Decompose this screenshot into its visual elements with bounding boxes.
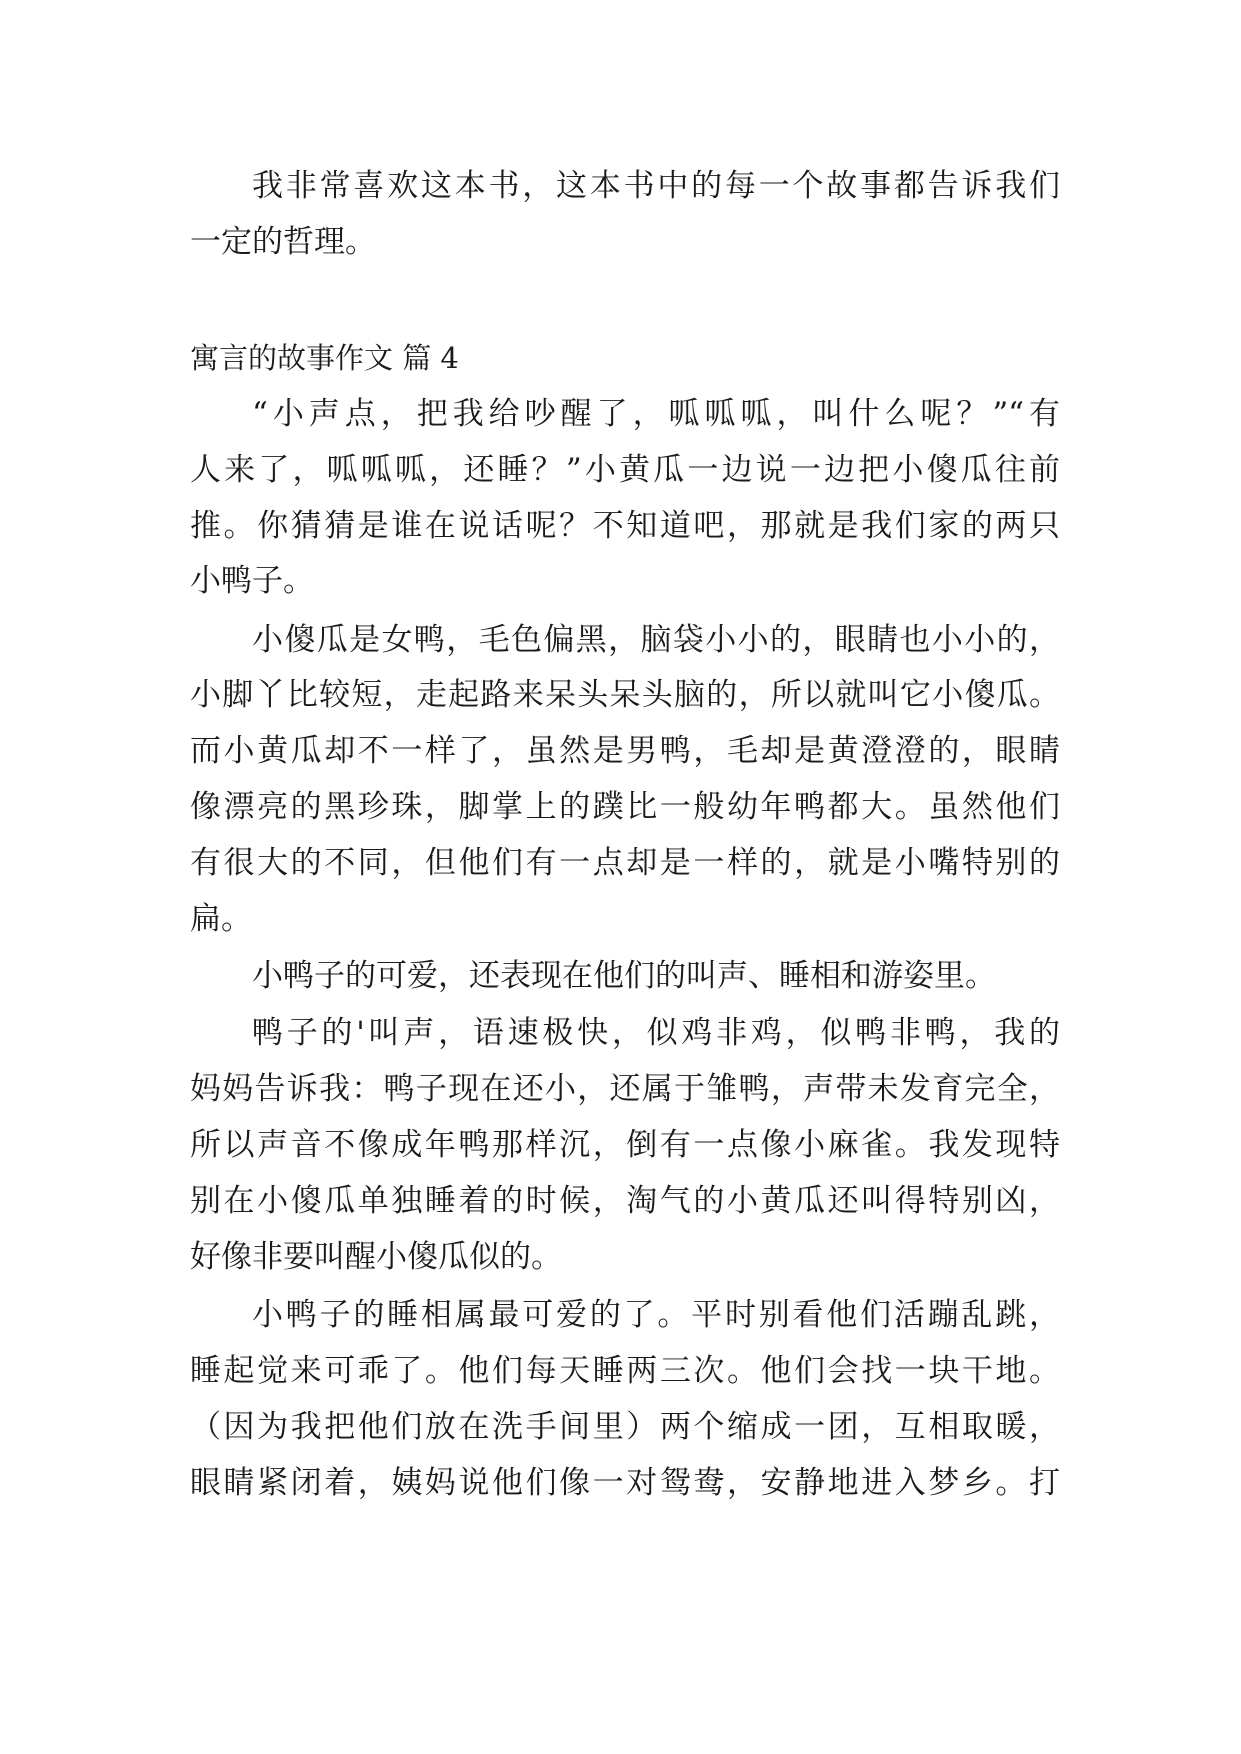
paragraph-5-line-1: 鸭子的'叫声，语速极快，似鸡非鸡，似鸭非鸭，我的 (252, 1015, 1060, 1051)
paragraph-2-line-4: 小鸭子。 (190, 563, 314, 599)
paragraph-2-line-1: “小声点，把我给吵醒了，呱呱呱，叫什么呢？”“有 (252, 396, 1060, 432)
paragraph-1-line-1: 我非常喜欢这本书，这本书中的每一个故事都告诉我们 (252, 168, 1060, 204)
paragraph-3-line-2: 小脚丫比较短，走起路来呆头呆头脑的，所以就叫它小傻瓜。 (190, 677, 1060, 713)
paragraph-5-line-4: 别在小傻瓜单独睡着的时候，淘气的小黄瓜还叫得特别凶， (190, 1183, 1060, 1219)
paragraph-6-line-3: （因为我把他们放在洗手间里）两个缩成一团，互相取暖， (190, 1409, 1060, 1445)
paragraph-5-line-5: 好像非要叫醒小傻瓜似的。 (190, 1239, 562, 1275)
section-heading: 寓言的故事作文 篇 4 (190, 341, 459, 375)
paragraph-1-line-2: 一定的哲理。 (190, 224, 376, 260)
paragraph-4-line-1: 小鸭子的可爱，还表现在他们的叫声、睡相和游姿里。 (252, 958, 996, 994)
paragraph-3-line-5: 有很大的不同，但他们有一点却是一样的，就是小嘴特别的 (190, 845, 1060, 881)
paragraph-3-line-3: 而小黄瓜却不一样了，虽然是男鸭，毛却是黄澄澄的，眼睛 (190, 733, 1060, 769)
paragraph-5-line-3: 所以声音不像成年鸭那样沉，倒有一点像小麻雀。我发现特 (190, 1127, 1060, 1163)
paragraph-6-line-2: 睡起觉来可乖了。他们每天睡两三次。他们会找一块干地。 (190, 1353, 1060, 1389)
paragraph-3-line-4: 像漂亮的黑珍珠，脚掌上的蹼比一般幼年鸭都大。虽然他们 (190, 789, 1060, 825)
paragraph-3-line-1: 小傻瓜是女鸭，毛色偏黑，脑袋小小的，眼睛也小小的， (252, 622, 1060, 658)
paragraph-6-line-4: 眼睛紧闭着，姨妈说他们像一对鸳鸯，安静地进入梦乡。打 (190, 1465, 1060, 1501)
paragraph-3-line-6: 扁。 (190, 901, 252, 937)
paragraph-6-line-1: 小鸭子的睡相属最可爱的了。平时别看他们活蹦乱跳， (252, 1297, 1060, 1333)
paragraph-5-line-2: 妈妈告诉我：鸭子现在还小，还属于雏鸭，声带未发育完全， (190, 1071, 1060, 1107)
paragraph-2-line-3: 推。你猜猜是谁在说话呢？不知道吧，那就是我们家的两只 (190, 508, 1060, 544)
paragraph-2-line-2: 人来了，呱呱呱，还睡？”小黄瓜一边说一边把小傻瓜往前 (190, 452, 1060, 488)
